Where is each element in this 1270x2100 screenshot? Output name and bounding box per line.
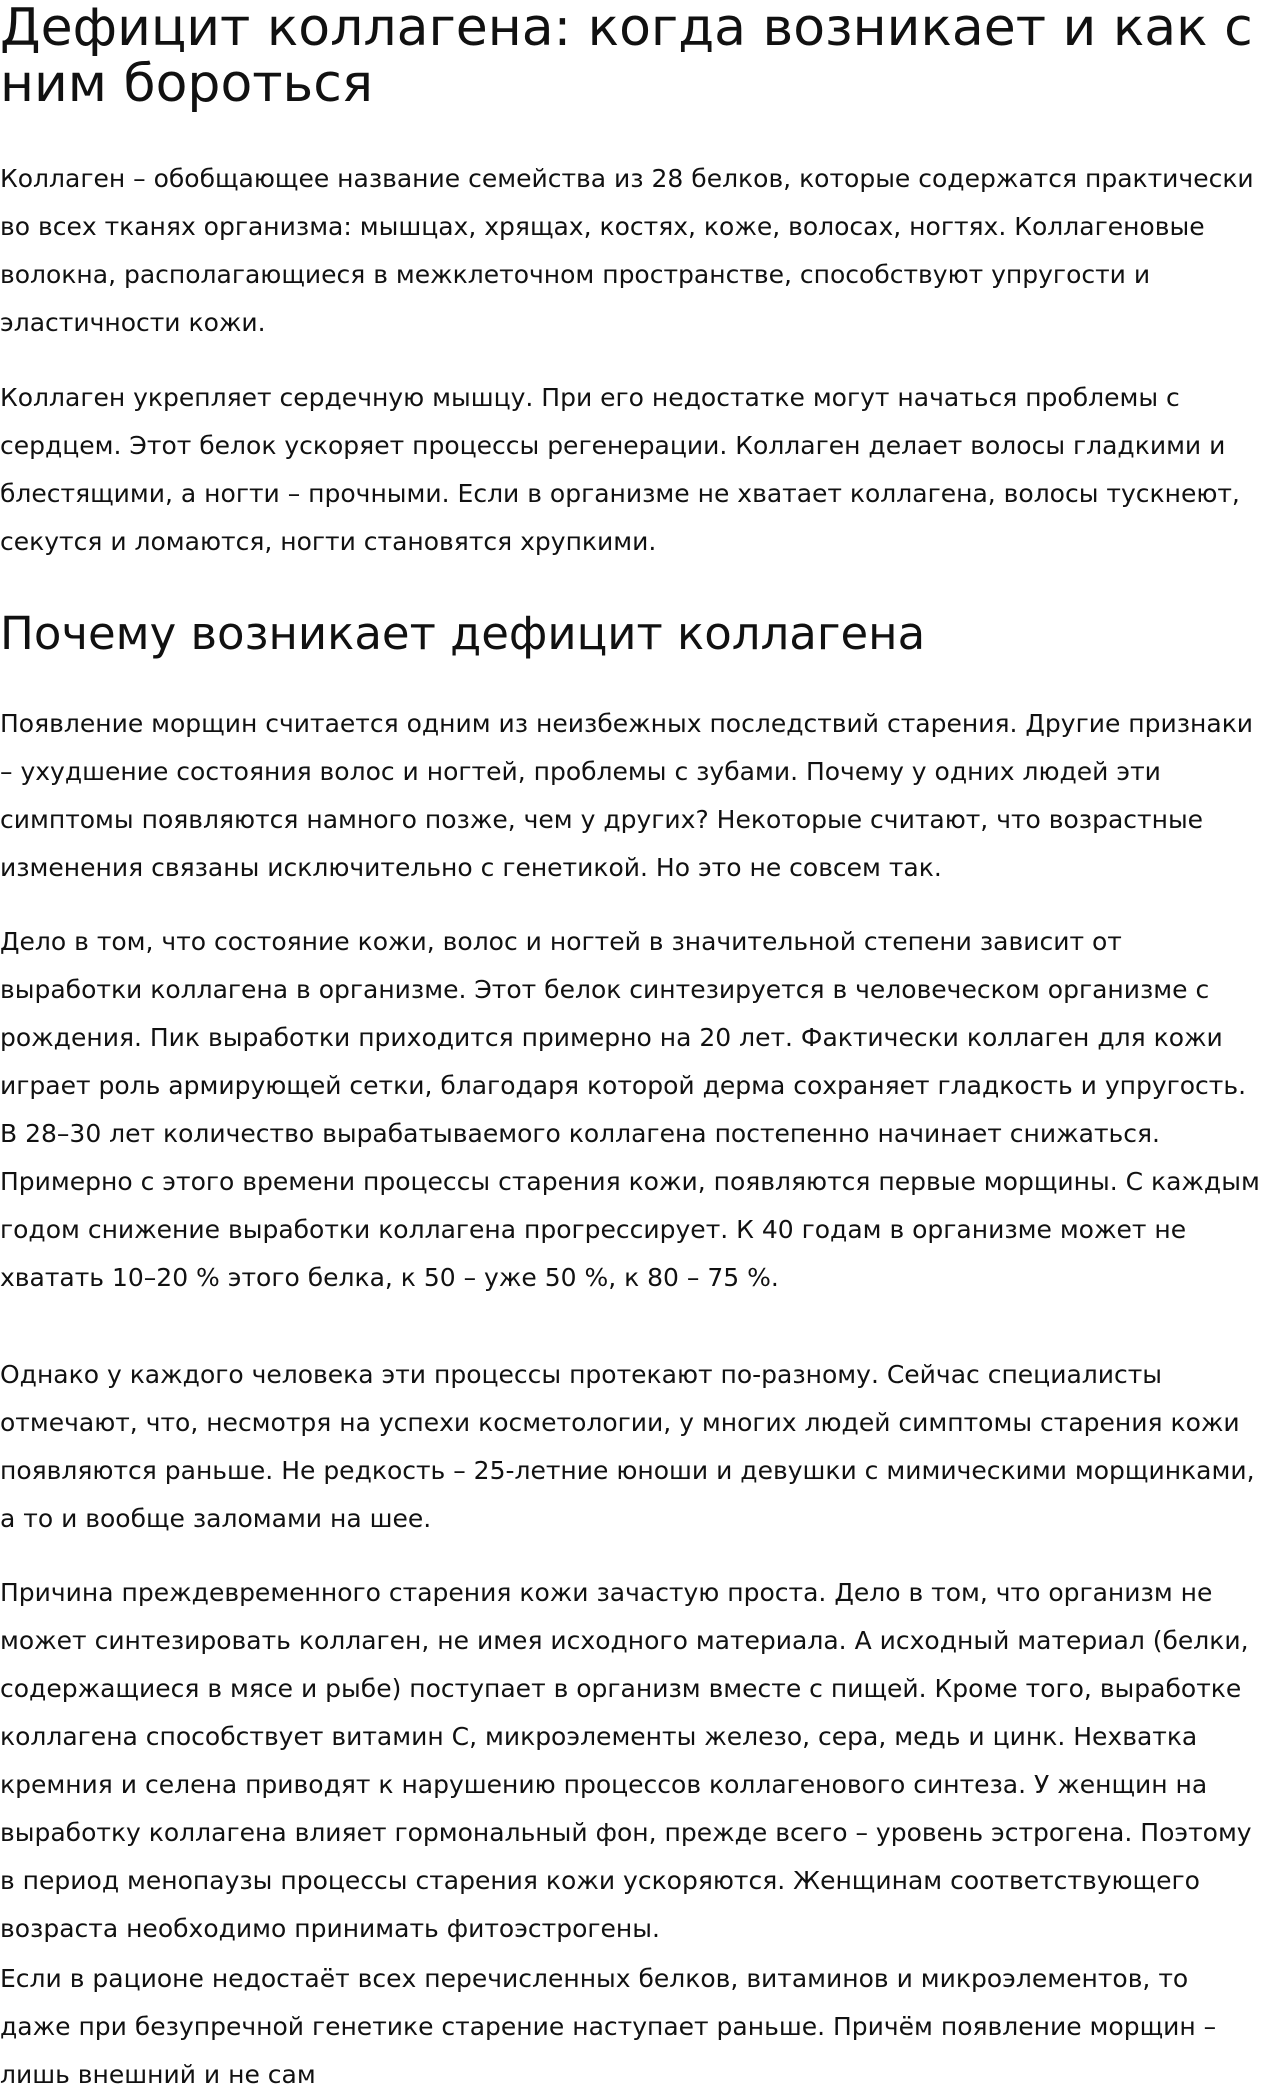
paragraph-diet-deficiency: Если в рационе недостаёт всех перечисленных белков, витаминов и микроэлементов, то даже при безупречной генетике старение наступает раньше. Причём появление морщин – лишь внешний и не сам	[0, 1964, 1217, 2089]
paragraph-premature-aging-causes: Причина преждевременного старения кожи зачастую проста. Дело в том, что организм не может синтезировать коллаген, не имея исходного материала. А исходный материал (белки, содержащиеся в мясе и рыбе) поступает в организм вместе с пищей. Кроме того, выработке коллагена способствует витамин С, микроэлементы железо, сера, медь и цинк. Нехватка кремния и селена приводят к нарушению процессов коллагенового синтеза. У женщин на выработку коллагена влияет гормональный фон, прежде всего – уровень эстрогена. Поэтому в период менопаузы процессы старения кожи ускоряются. Женщинам соответствующего возраста необходимо принимать фитоэстрогены.	[0, 1578, 1252, 1943]
paragraph-collagen-definition: Коллаген – обобщающее название семейства из 28 белков, которые содержатся практически во всех тканях организма: мышцах, хрящах, костях, коже, волосах, ногтях. Коллагеновые волокна, располагающиеся в межклеточном пространстве, способствуют упругости и эластичности кожи.	[0, 164, 1254, 337]
paragraph-aging-signs: Появление морщин считается одним из неизбежных последствий старения. Другие признаки – ухудшение состояния волос и ногтей, проблемы с зубами. Почему у одних людей эти симптомы появляются намного позже, чем у других? Некоторые считают, что возрастные изменения связаны исключительно с генетикой. Но это не совсем так.	[0, 709, 1254, 882]
paragraph-individual-differences: Однако у каждого человека эти процессы протекают по-разному. Сейчас специалисты отмечают, что, несмотря на успехи косметологии, у многих людей симптомы старения кожи появляются раньше. Не редкость – 25-летние юноши и девушки с мимическими морщинками, а то и вообще заломами на шее.	[0, 1360, 1255, 1533]
paragraph-collagen-benefits: Коллаген укрепляет сердечную мышцу. При его недостатке могут начаться проблемы с сердцем. Этот белок ускоряет процессы регенерации. Коллаген делает волосы гладкими и блестящими, а ногти – прочными. Если в организме не хватает коллагена, волосы тускнеют, секутся и ломаются, ногти становятся хрупкими.	[0, 383, 1240, 556]
paragraph-collagen-production: Дело в том, что состояние кожи, волос и ногтей в значительной степени зависит от выработки коллагена в организме. Этот белок синтезируется в человеческом организме с рождения. Пик выработки приходится примерно на 20 лет. Фактически коллаген для кожи играет роль армирующей сетки, благодаря которой дерма сохраняет гладкость и упругость. В 28–30 лет количество вырабатываемого коллагена постепенно начинает снижаться. Примерно с этого времени процессы старения кожи, появляются первые морщины. С каждым годом снижение выработки коллагена прогрессирует. К 40 годам в организме может не хватать 10–20 % этого белка, к 50 – уже 50 %, к 80 – 75 %.	[0, 927, 1260, 1292]
article-title: Дефицит коллагена: когда возникает и как с ним бороться	[0, 0, 1253, 114]
section-heading: Почему возникает дефицит коллагена	[0, 607, 926, 660]
